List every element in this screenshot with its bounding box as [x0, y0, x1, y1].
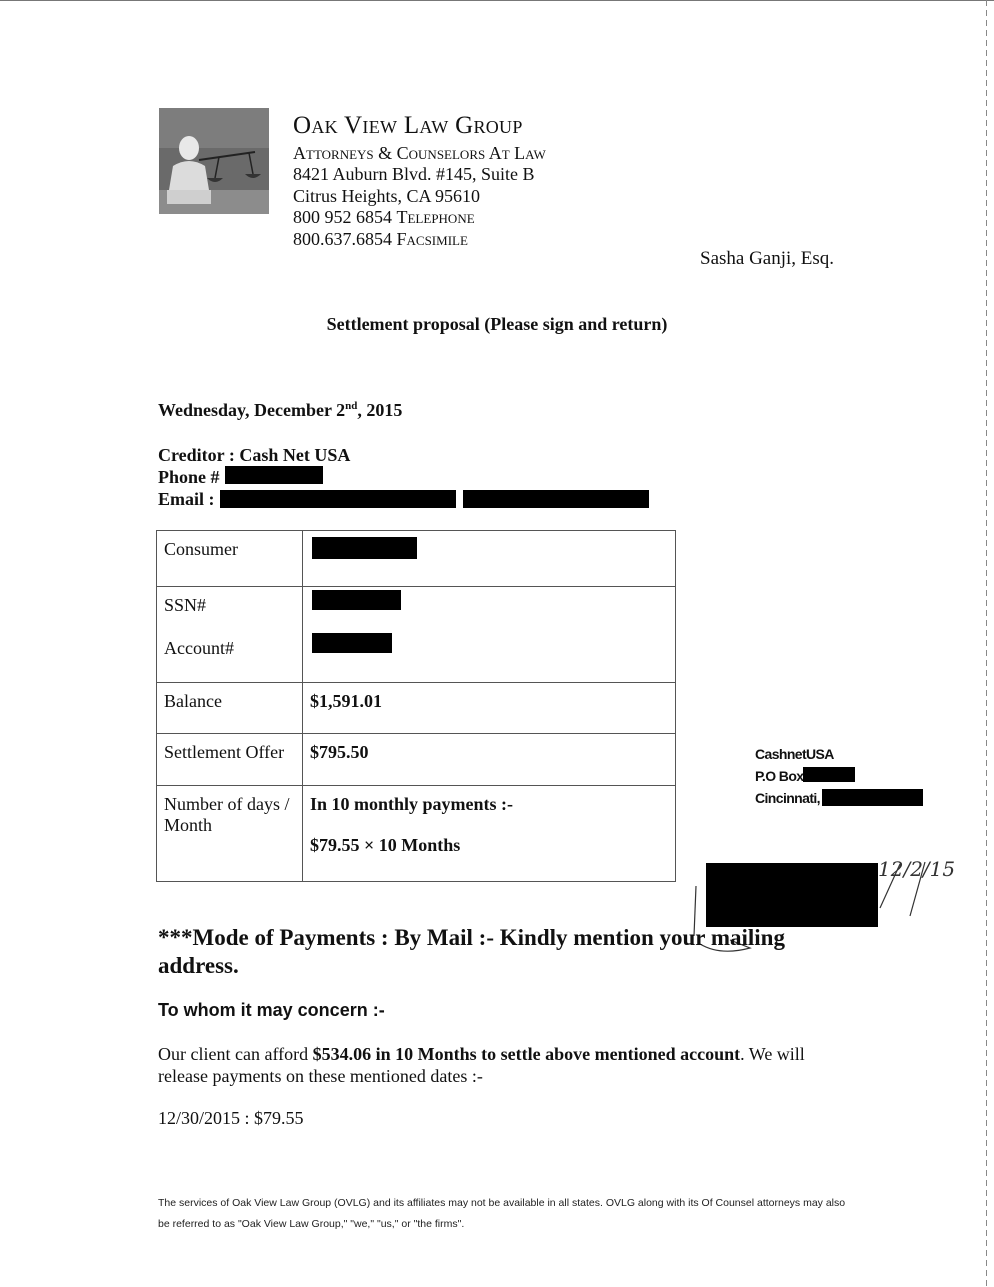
mode-of-payments: ***Mode of Payments : By Mail :- Kindly mention your mailing address.: [158, 925, 785, 978]
balance-value: $1,591.01: [303, 683, 676, 734]
redacted-po-box: [803, 767, 855, 782]
document-heading: Settlement proposal (Please sign and return): [326, 314, 668, 334]
body-paragraph: [158, 1043, 848, 1087]
redacted-email-2: [463, 490, 649, 508]
table-row: [157, 587, 676, 683]
offer-label: Settlement Offer: [157, 734, 303, 786]
days-label: Number of days / Month: [157, 786, 303, 882]
date-prefix: Wednesday, December 2: [158, 400, 346, 420]
payment-schedule: 12/30/2015 : $79.55: [158, 1108, 304, 1128]
days-value-line2: $79.55 × 10 Months: [310, 835, 461, 855]
attorney-name: Sasha Ganji, Esq.: [700, 248, 835, 269]
footer-disclaimer: The services of Oak View Law Group (OVLG) and its affiliates may not be available in all states. OVLG along with its Of Counsel attorneys may also be referred to as "Oak View Law Group," "we," "us," or "the firms".: [158, 1197, 846, 1230]
lady-justice-logo: [159, 108, 269, 214]
lady-justice-icon: [159, 108, 269, 214]
fax-line: [293, 229, 468, 251]
days-value-line1: In 10 monthly payments :-: [310, 794, 514, 814]
body-part-1: Our client can afford: [158, 1044, 313, 1064]
ssn-label: SSN#: [164, 595, 207, 615]
redacted-city: [822, 789, 923, 806]
body-part-2: . We will release payments on these mentioned dates :-: [158, 1044, 805, 1086]
date-year: , 2015: [357, 400, 403, 420]
phone-label: Telephone: [396, 207, 475, 227]
redacted-phone: [225, 466, 323, 484]
offer-value: $795.50: [303, 734, 676, 786]
page-top-rule: [0, 0, 994, 3]
fax-number: 800.637.6854: [293, 229, 392, 249]
table-row: [157, 683, 676, 734]
settlement-table: [156, 530, 676, 882]
table-row: [157, 786, 676, 882]
body-bold: $534.06 in 10 Months to settle above mentioned account: [312, 1044, 741, 1064]
consumer-label: Consumer: [157, 531, 303, 587]
table-row: [157, 734, 676, 786]
mail-line-2: P.O Box: [755, 768, 804, 784]
redacted-ssn: [312, 590, 401, 610]
mail-line-3: Cincinnati,: [755, 790, 820, 806]
balance-label: Balance: [157, 683, 303, 734]
letter-date: [158, 400, 402, 421]
creditor-name: Creditor : Cash Net USA: [158, 445, 351, 465]
date-suffix: nd: [345, 400, 358, 412]
creditor-email-label: Email :: [158, 489, 215, 509]
account-label: Account#: [164, 638, 234, 658]
firm-name: Oak View Law Group: [293, 112, 523, 139]
redacted-consumer: [312, 537, 417, 559]
salutation: To whom it may concern :-: [158, 1000, 385, 1020]
signature-date: 12/2/15: [878, 857, 956, 881]
ssn-account-labels: [157, 587, 303, 683]
redacted-email-1: [220, 490, 456, 508]
fax-label: Facsimile: [396, 229, 468, 249]
redacted-account: [312, 633, 392, 653]
creditor-phone-label: Phone #: [158, 467, 220, 487]
phone-line: [293, 207, 475, 229]
address-line-2: Citrus Heights, CA 95610: [293, 186, 481, 206]
address-line-1: 8421 Auburn Blvd. #145, Suite B: [293, 164, 535, 184]
page-right-edge: [986, 0, 987, 1287]
days-value: [303, 786, 676, 882]
firm-tagline: Attorneys & Counselors At Law: [293, 143, 546, 163]
phone-number: 800 952 6854: [293, 207, 392, 227]
mail-line-1: CashnetUSA: [755, 746, 834, 762]
